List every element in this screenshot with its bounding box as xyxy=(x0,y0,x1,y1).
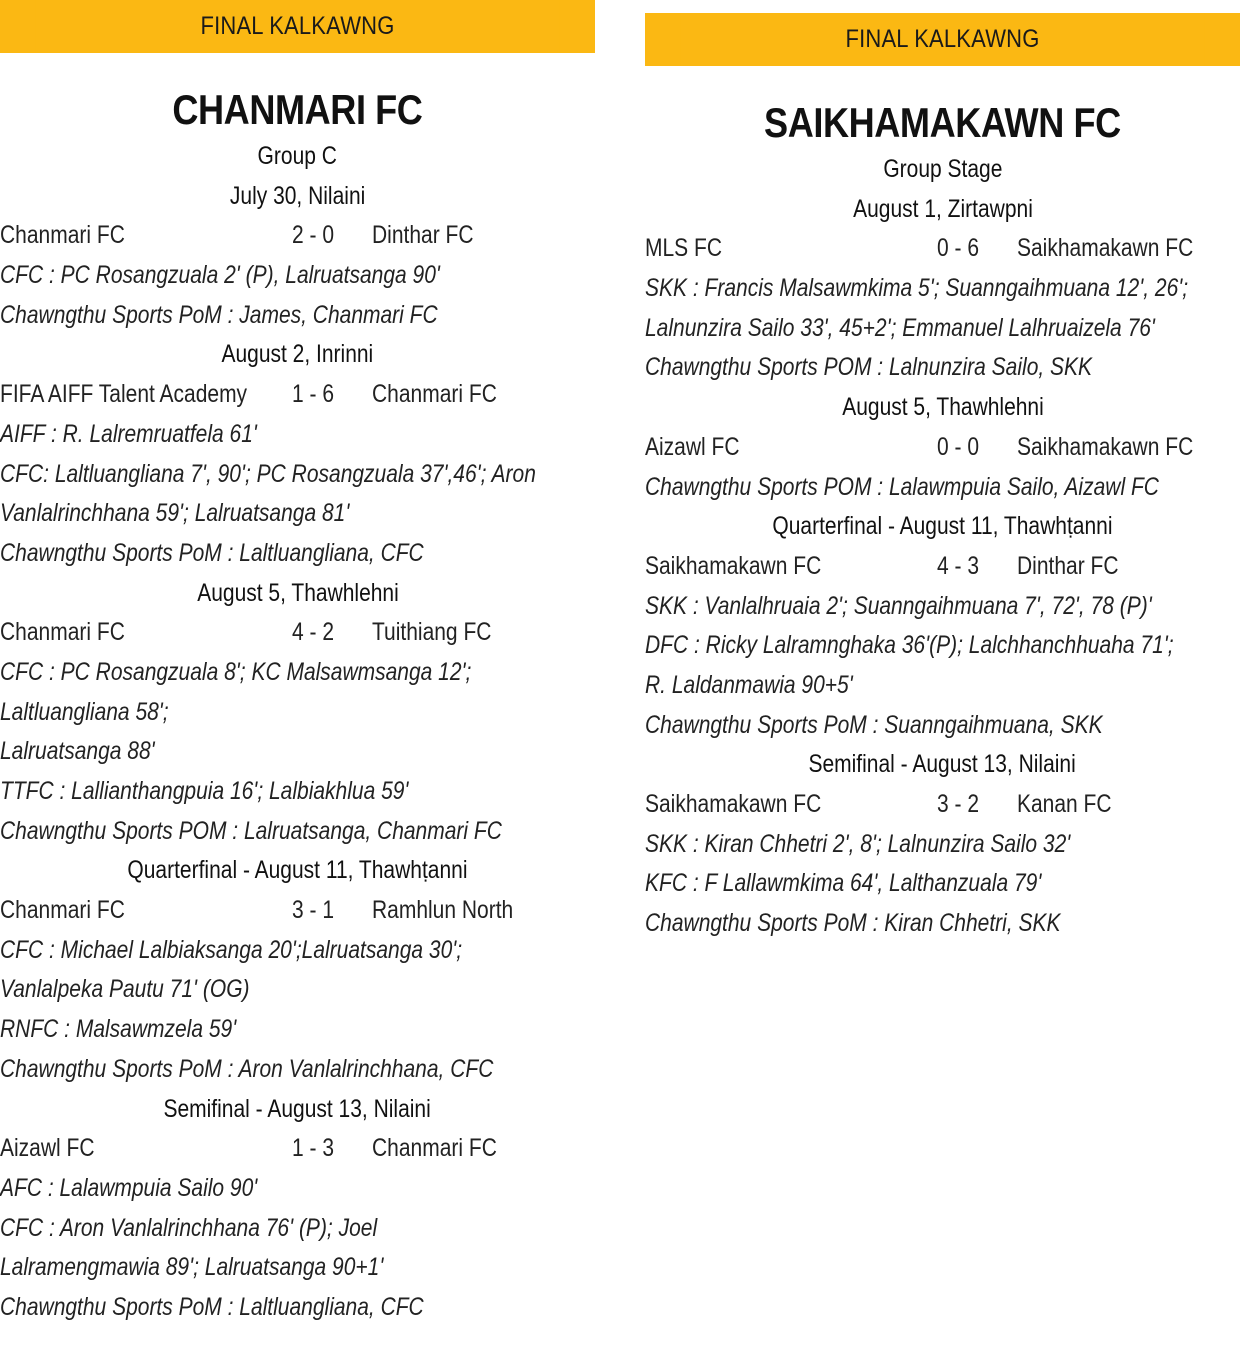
match-block xyxy=(645,190,1240,388)
match-note: CFC : PC Rosangzuala 2' (P), Lalruatsanga 90' xyxy=(0,261,440,290)
match-result-row xyxy=(0,375,595,415)
match-note: R. Laldanmawia 90+5' xyxy=(645,670,853,699)
team-title: SAIKHAMAKAWN FC xyxy=(764,99,1121,146)
match-score: 2 - 0 xyxy=(292,221,335,250)
match-note: AFC : Lalawmpuia Sailo 90' xyxy=(0,1173,258,1202)
match-note: KFC : F Lallawmkima 64', Lalthanzuala 79' xyxy=(645,869,1042,898)
match-note: SKK : Francis Malsawmkima 5'; Suanngaihmuana 12', 26'; xyxy=(645,274,1189,303)
match-note: AIFF : R. Lalremruatfela 61' xyxy=(0,419,257,448)
match-list xyxy=(645,190,1240,944)
match-note: Chawngthu Sports POM : Lalruatsanga, Chanmari FC xyxy=(0,816,502,845)
match-block xyxy=(0,574,595,852)
banner-label: FINAL KALKAWNG xyxy=(845,25,1040,53)
match-date: August 2, Inrinni xyxy=(221,340,374,369)
match-note: RNFC : Malsawmzela 59' xyxy=(0,1015,237,1044)
match-score: 3 - 1 xyxy=(292,896,335,925)
match-result-row xyxy=(645,547,1240,587)
match-note: Chawngthu Sports PoM : James, Chanmari FC xyxy=(0,300,438,329)
match-score: 0 - 0 xyxy=(937,432,980,461)
home-team: Aizawl FC xyxy=(0,1134,95,1163)
away-team: Ramhlun North xyxy=(372,896,514,925)
match-note: CFC: Laltluangliana 7', 90'; PC Rosangzuala 37',46'; Aron xyxy=(0,459,536,488)
column-saikhamakawn xyxy=(645,13,1240,944)
match-result-row xyxy=(0,216,595,256)
away-team: Tuithiang FC xyxy=(372,618,492,647)
match-block xyxy=(645,507,1240,745)
match-date: July 30, Nilaini xyxy=(229,181,366,210)
match-note: TTFC : Lallianthangpuia 16'; Lalbiakhlua 59' xyxy=(0,777,409,805)
match-note: Chawngthu Sports PoM : Laltluangliana, CFC xyxy=(0,538,424,567)
match-note: Lalnunzira Sailo 33', 45+2'; Emmanuel Lalhruaizela 76' xyxy=(645,313,1155,342)
home-team: Chanmari FC xyxy=(0,618,125,647)
stage-label: Group Stage xyxy=(882,155,1003,183)
match-result-row xyxy=(645,229,1240,269)
match-note: Chawngthu Sports PoM : Laltluangliana, CFC xyxy=(0,1292,424,1321)
column-chanmari xyxy=(0,0,595,1328)
stage-label: Group C xyxy=(257,142,338,170)
match-block xyxy=(0,335,595,573)
match-note: Laltluangliana 58'; xyxy=(0,697,169,726)
section-banner xyxy=(645,13,1240,66)
home-team: Aizawl FC xyxy=(645,432,740,461)
home-team: Chanmari FC xyxy=(0,896,125,925)
home-team: MLS FC xyxy=(645,234,723,263)
away-team: Dinthar FC xyxy=(372,221,474,250)
match-result-row xyxy=(645,428,1240,468)
match-note: Vanlalrinchhana 59'; Lalruatsanga 81' xyxy=(0,499,350,528)
match-score: 3 - 2 xyxy=(937,790,980,818)
match-score: 1 - 6 xyxy=(292,380,335,409)
team-title: CHANMARI FC xyxy=(172,86,423,133)
match-note: CFC : Michael Lalbiaksanga 20';Lalruatsanga 30'; xyxy=(0,935,463,964)
match-note: CFC : Aron Vanlalrinchhana 76' (P); Joel xyxy=(0,1213,378,1242)
match-result-row xyxy=(0,1129,595,1169)
home-team: Chanmari FC xyxy=(0,221,125,250)
match-score: 4 - 3 xyxy=(937,551,980,580)
section-banner xyxy=(0,0,595,53)
match-date: Semifinal - August 13, Nilaini xyxy=(808,750,1077,779)
match-date: August 1, Zirtawpni xyxy=(852,194,1033,223)
match-result-row xyxy=(0,613,595,653)
match-score: 1 - 3 xyxy=(292,1134,335,1163)
match-result-row xyxy=(645,785,1240,825)
match-note: Lalramengmawia 89'; Lalruatsanga 90+1' xyxy=(0,1253,384,1282)
match-score: 0 - 6 xyxy=(937,234,980,263)
match-list xyxy=(0,177,595,1328)
match-date: Quarterfinal - August 11, Thawhṭanni xyxy=(772,512,1113,541)
match-block xyxy=(645,388,1240,507)
match-note: CFC : PC Rosangzuala 8'; KC Malsawmsanga 12'; xyxy=(0,657,472,686)
away-team: Kanan FC xyxy=(1017,790,1112,818)
match-note: SKK : Vanlalhruaia 2'; Suanngaihmuana 7', 72', 78 (P)' xyxy=(645,591,1152,620)
match-date: Semifinal - August 13, Nilaini xyxy=(163,1094,432,1123)
home-team: FIFA AIFF Talent Academy xyxy=(0,380,248,409)
banner-label: FINAL KALKAWNG xyxy=(200,12,395,40)
match-note: DFC : Ricky Lalramnghaka 36'(P); Lalchhanchhuaha 71'; xyxy=(645,631,1174,660)
home-team: Saikhamakawn FC xyxy=(645,551,822,580)
away-team: Saikhamakawn FC xyxy=(1017,234,1194,263)
match-note: Chawngthu Sports PoM : Suanngaihmuana, SKK xyxy=(645,710,1103,739)
match-note: Lalruatsanga 88' xyxy=(0,737,155,766)
match-date: Quarterfinal - August 11, Thawhṭanni xyxy=(127,856,468,885)
match-date: August 5, Thawhlehni xyxy=(196,578,399,607)
match-note: Chawngthu Sports POM : Lalawmpuia Sailo, Aizawl FC xyxy=(645,472,1159,501)
match-note: Chawngthu Sports PoM : Kiran Chhetri, SKK xyxy=(645,909,1061,938)
away-team: Dinthar FC xyxy=(1017,551,1119,580)
match-block xyxy=(0,851,595,1089)
match-note: Vanlalpeka Pautu 71' (OG) xyxy=(0,975,250,1004)
match-result-row xyxy=(0,891,595,931)
match-date: August 5, Thawhlehni xyxy=(841,393,1044,422)
match-score: 4 - 2 xyxy=(292,618,335,647)
away-team: Chanmari FC xyxy=(372,380,497,409)
match-note: Chawngthu Sports POM : Lalnunzira Sailo, SKK xyxy=(645,353,1093,382)
match-block xyxy=(645,745,1240,943)
away-team: Saikhamakawn FC xyxy=(1017,432,1194,461)
home-team: Saikhamakawn FC xyxy=(645,790,822,818)
away-team: Chanmari FC xyxy=(372,1134,497,1163)
match-note: Chawngthu Sports PoM : Aron Vanlalrinchhana, CFC xyxy=(0,1054,494,1083)
match-block xyxy=(0,177,595,336)
match-note: SKK : Kiran Chhetri 2', 8'; Lalnunzira Sailo 32' xyxy=(645,829,1071,858)
match-block xyxy=(0,1090,595,1328)
